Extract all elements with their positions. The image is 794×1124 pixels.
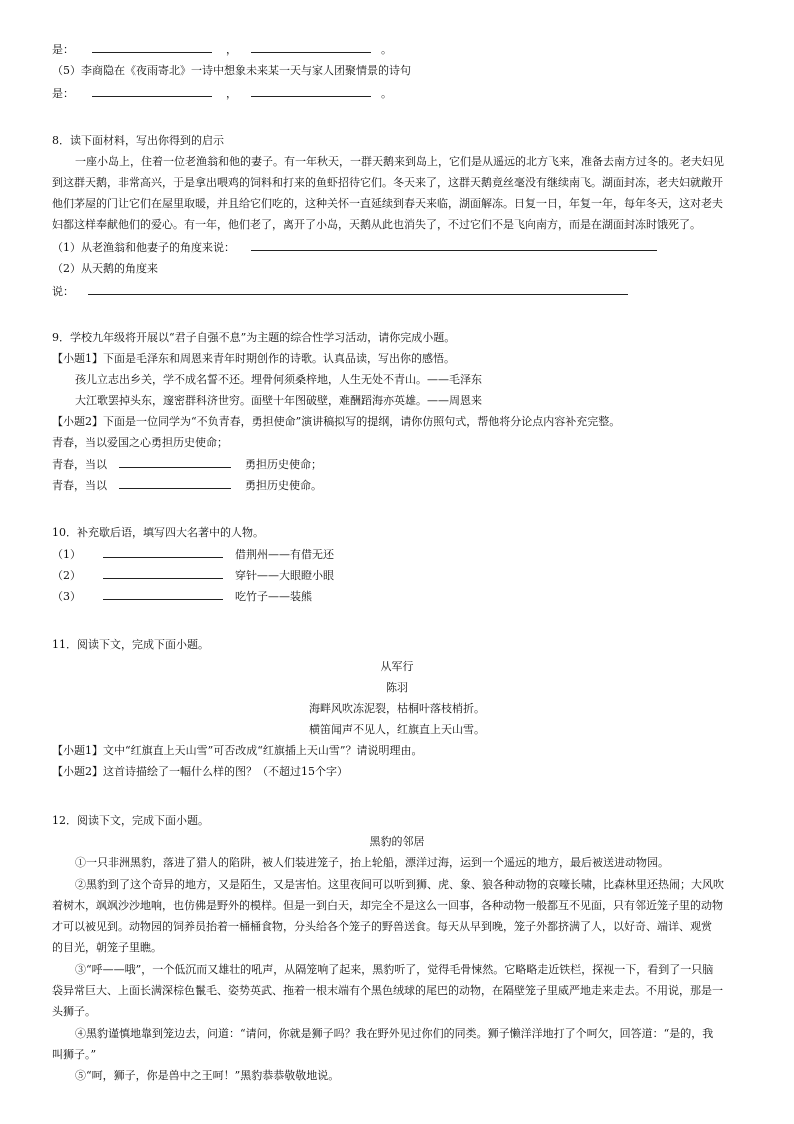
blank-line[interactable] — [92, 85, 212, 97]
question-8-paragraph: 一座小岛上，住着一位老渔翁和他的妻子。有一年秋天，一群天鹅来到岛上，它们是从遥远的北方飞来，准备去南方过冬的。老夫妇见 — [75, 155, 724, 168]
period: 。 — [381, 87, 392, 100]
poem-title: 从军行 — [380, 660, 414, 673]
blank-line[interactable] — [119, 477, 231, 489]
poem-author: 陈羽 — [386, 681, 408, 694]
story-paragraph: 叫狮子。” — [52, 1048, 97, 1061]
story-paragraph: ④黑豹谨慎地靠到笼边去，问道：“请问，你就是狮子吗？我在野外见过你们的同类。狮子懒洋洋地打了个呵欠，回答道：“是的，我 — [75, 1027, 714, 1040]
story-paragraph: 的目光，朝笼子里瞧。 — [52, 941, 162, 954]
question-10-item-2 — [52, 567, 334, 584]
blank-line[interactable] — [103, 546, 223, 558]
blank-line[interactable] — [119, 456, 231, 468]
question-10-title: 10．补充歇后语，填写四大名著中的人物。 — [52, 526, 264, 539]
question-8-title: 8．读下面材料，写出你得到的启示 — [52, 134, 224, 147]
story-paragraph: ①一只非洲黑豹，落进了猎人的陷阱，被人们装进笼子，抬上轮船，漂洋过海，运到一个遥远的地方，最后被送进动物园。 — [75, 856, 669, 869]
story-title: 黑豹的邻居 — [369, 835, 425, 848]
question-5-prompt: （5）李商隐在《夜雨寄北》一诗中想象未来某一天与家人团聚情景的诗句 — [52, 64, 411, 77]
item-number: （1） — [52, 548, 81, 561]
blank-line[interactable] — [92, 41, 212, 53]
blank-line[interactable] — [88, 283, 628, 295]
question-11-sub-2: 【小题2】这首诗描绘了一幅什么样的图？（不超过15个字） — [52, 765, 348, 778]
period: 。 — [381, 43, 392, 56]
question-8-sub-2-answer — [52, 283, 628, 300]
item-number: （3） — [52, 590, 81, 603]
label-shi: 是： — [52, 43, 74, 56]
comma: ， — [226, 43, 237, 56]
label-shi: 是： — [52, 87, 74, 100]
poem-line: 孩儿立志出乡关，学不成名誓不还。埋骨何须桑梓地，人生无处不青山。——毛泽东 — [75, 373, 482, 386]
answer-line-2 — [52, 85, 392, 102]
question-12-title: 12．阅读下文，完成下面小题。 — [52, 814, 209, 827]
blank-line[interactable] — [251, 239, 657, 251]
blank-line[interactable] — [103, 567, 223, 579]
question-8-paragraph: 到这群天鹅，非常高兴，于是拿出喂鸡的饲料和打来的鱼虾招待它们。冬天来了，这群天鹅竟丝毫没有继续南飞。湖面封冻，老夫妇就敞开 — [52, 176, 723, 189]
story-paragraph: 袋异常巨大、上面长满深棕色鬣毛、姿势英武、拖着一根末端有个黑色绒球的尾巴的动物，在隔壁笼子里威严地走来走去。不用说，那是一 — [52, 984, 723, 997]
story-paragraph: ③“呼——哦”，一个低沉而又雄壮的吼声，从隔笼响了起来，黑豹听了，觉得毛骨悚然。它略略走近铁栏，探视一下，看到了一只脑 — [75, 963, 714, 976]
label-shuo: 说： — [52, 285, 74, 298]
story-paragraph: 才可以被见到。动物园的饲养员抬着一桶桶食物，分头给各个笼子的野兽送食。每天从早到晚，笼子外都挤满了人，以好奇、端详、观赏 — [52, 920, 712, 933]
fill-prefix: 青春，当以 — [52, 479, 107, 492]
example-line: 青春，当以爱国之心勇担历史使命； — [52, 436, 228, 449]
question-11-title: 11．阅读下文，完成下面小题。 — [52, 638, 209, 651]
fill-prefix: 青春，当以 — [52, 458, 107, 471]
fill-line-2 — [52, 477, 322, 494]
question-8-sub-1 — [52, 239, 657, 256]
item-number: （2） — [52, 569, 81, 582]
question-8-sub-2: （2）从天鹅的角度来 — [52, 262, 158, 275]
poem-line: 大江歌罢掉头东，邃密群科济世穷。面壁十年图破壁，难酬蹈海亦英雄。——周恩来 — [75, 394, 482, 407]
blank-line[interactable] — [251, 41, 371, 53]
sub-question-label: （1）从老渔翁和他妻子的角度来说： — [52, 241, 235, 254]
fill-suffix: 勇担历史使命； — [245, 458, 322, 471]
blank-line[interactable] — [251, 85, 371, 97]
question-9-sub-2: 【小题2】下面是一位同学为“不负青春，勇担使命”演讲稿拟写的提纲，请你仿照句式，帮他将分论点内容补充完整。 — [52, 415, 621, 428]
blank-line[interactable] — [103, 588, 223, 600]
answer-line-1 — [52, 41, 392, 58]
item-text: 穿针——大眼瞪小眼 — [235, 569, 334, 582]
question-8-paragraph: 他们茅屋的门让它们在屋里取暖，并且给它们吃的，这种关怀一直延续到春天来临，湖面解冻。日复一日，年复一年，每年冬天，这对老夫 — [52, 197, 723, 210]
question-8-paragraph: 妇都这样奉献他们的爱心。有一年，他们老了，离开了小岛，天鹅从此也消失了，不过它们不是飞向南方，而是在湖面封冻时饿死了。 — [52, 218, 701, 231]
fill-suffix: 勇担历史使命。 — [245, 479, 322, 492]
story-paragraph: ②黑豹到了这个奇异的地方，又是陌生，又是害怕。这里夜间可以听到狮、虎、象、狼各种动物的哀嚎长啸，比森林里还热闹；大风吹 — [75, 878, 724, 891]
question-10-item-1 — [52, 546, 334, 563]
question-9-title: 9．学校九年级将开展以“君子自强不息”为主题的综合性学习活动，请你完成小题。 — [52, 331, 456, 344]
poem-line: 横笛闻声不见人，红旗直上天山雪。 — [309, 723, 485, 736]
story-paragraph: 头狮子。 — [52, 1005, 96, 1018]
fill-line-1 — [52, 456, 322, 473]
item-text: 吃竹子——装熊 — [235, 590, 312, 603]
question-9-sub-1: 【小题1】下面是毛泽东和周恩来青年时期创作的诗歌。认真品读，写出你的感悟。 — [52, 352, 455, 365]
poem-line: 海畔风吹冻泥裂，枯桐叶落枝梢折。 — [309, 702, 485, 715]
story-paragraph: 着树木，飒飒沙沙地响，也仿佛是野外的模样。但是一到白天，却完全不是这么一回事，各种动物一般都互不见面，只有邻近笼子里的动物 — [52, 899, 723, 912]
item-text: 借荆州——有借无还 — [235, 548, 334, 561]
question-10-item-3 — [52, 588, 312, 605]
question-11-sub-1: 【小题1】文中“红旗直上天山雪”可否改成“红旗插上天山雪”？请说明理由。 — [52, 744, 423, 757]
comma: ， — [226, 87, 237, 100]
story-paragraph: ⑤“呵，狮子，你是兽中之王呵！”黑豹恭恭敬敬地说。 — [75, 1069, 340, 1082]
